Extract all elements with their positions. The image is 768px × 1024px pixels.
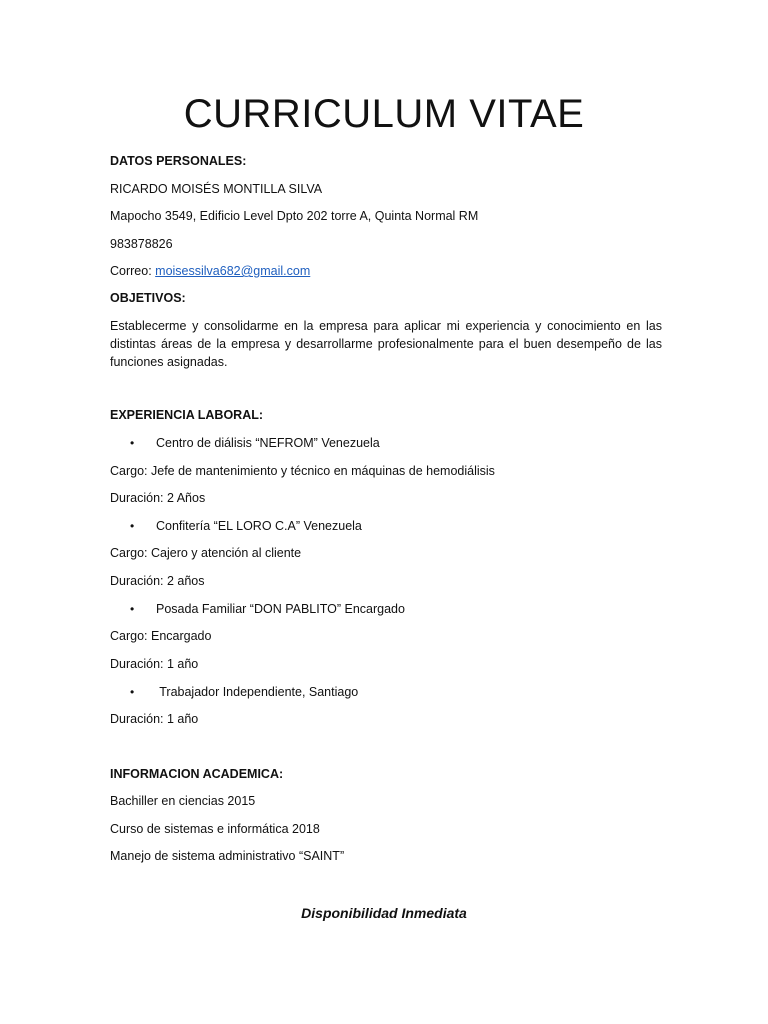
experience-heading: EXPERIENCIA LABORAL: <box>110 408 264 422</box>
email-link[interactable]: moisessilva682@gmail.com <box>155 264 311 278</box>
list-item <box>130 434 380 452</box>
personal-data-heading: DATOS PERSONALES: <box>110 154 247 168</box>
job-duration: Duración: 2 Años <box>110 491 206 505</box>
job-role: Cargo: Cajero y atención al cliente <box>110 546 302 560</box>
job-place: Centro de diálisis “NEFROM” Venezuela <box>156 436 380 450</box>
job-place: Posada Familiar “DON PABLITO” Encargado <box>156 602 405 616</box>
job-duration: Duración: 1 año <box>110 657 199 671</box>
job-place: Confitería “EL LORO C.A” Venezuela <box>156 519 362 533</box>
bullet-icon: • <box>130 436 135 450</box>
job-duration: Duración: 1 año <box>110 712 199 726</box>
email-line <box>110 262 310 280</box>
email-label: Correo: <box>110 264 156 278</box>
address: Mapocho 3549, Edificio Level Dpto 202 torre A, Quinta Normal RM <box>110 209 479 223</box>
objectives-text: Establecerme y consolidarme en la empresa para aplicar mi experiencia y conocimiento en las distintas áreas de la empresa y desarrollarme profesionalmente para el buen desempeño de las funciones asignadas. <box>110 319 662 369</box>
job-place: Trabajador Independiente, Santiago <box>156 685 359 699</box>
list-item <box>130 600 405 618</box>
academic-item: Manejo de sistema administrativo “SAINT” <box>110 849 345 863</box>
list-item <box>130 517 362 535</box>
bullet-icon: • <box>130 519 135 533</box>
academic-item: Bachiller en ciencias 2015 <box>110 794 256 808</box>
academic-heading: INFORMACION ACADEMICA: <box>110 767 284 781</box>
full-name: RICARDO MOISÉS MONTILLA SILVA <box>110 182 323 196</box>
bullet-icon: • <box>130 685 135 699</box>
document-title: CURRICULUM VITAE <box>183 92 585 136</box>
academic-item: Curso de sistemas e informática 2018 <box>110 822 320 836</box>
phone-number: 983878826 <box>110 237 173 251</box>
job-role: Cargo: Jefe de mantenimiento y técnico en máquinas de hemodiálisis <box>110 464 495 478</box>
list-item <box>130 683 358 701</box>
objectives-heading: OBJETIVOS: <box>110 291 186 305</box>
job-duration: Duración: 2 años <box>110 574 205 588</box>
bullet-icon: • <box>130 602 135 616</box>
job-role: Cargo: Encargado <box>110 629 212 643</box>
availability-note: Disponibilidad Inmediata <box>301 905 467 921</box>
